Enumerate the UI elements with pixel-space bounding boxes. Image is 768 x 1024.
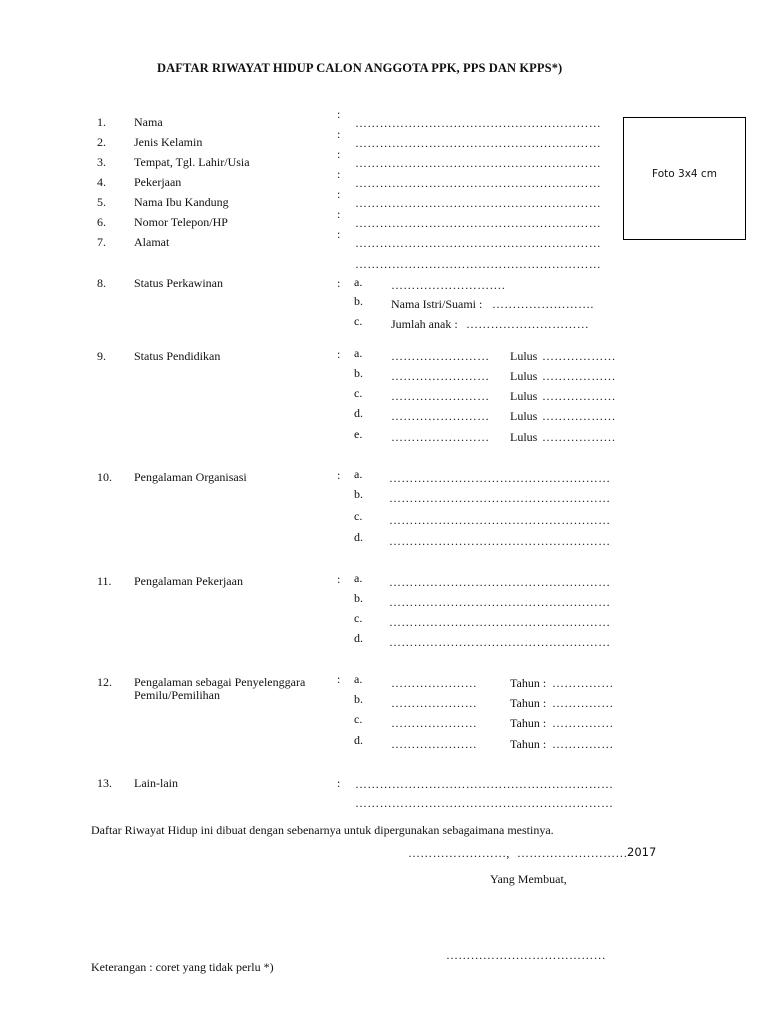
colon: :: [337, 572, 341, 586]
colon: :: [337, 776, 341, 790]
option-letter: a.: [354, 571, 363, 585]
fill-line[interactable]: ………………………………………………: [389, 595, 611, 609]
fill-line[interactable]: ……………………….: [391, 278, 505, 292]
place-fill-line[interactable]: ……………………,: [408, 846, 510, 860]
option-letter: c.: [354, 509, 363, 523]
fill-line[interactable]: ………………………………………………: [389, 471, 611, 485]
colon: :: [337, 187, 341, 201]
fill-line[interactable]: ………………………………………………: [389, 635, 611, 649]
colon: :: [337, 167, 341, 181]
colon: :: [337, 672, 341, 686]
option-letter: c.: [354, 386, 363, 400]
option-letter: a.: [354, 672, 363, 686]
fill-line[interactable]: ……………: [552, 716, 614, 730]
fill-line[interactable]: …………………….: [492, 297, 594, 311]
field-label-pengalaman-pekerjaan: Pengalaman Pekerjaan: [134, 574, 243, 588]
fill-line[interactable]: ………………………………………………: [389, 491, 611, 505]
document-title: DAFTAR RIWAYAT HIDUP CALON ANGGOTA PPK, PPS DAN KPPS*): [157, 61, 563, 75]
field-number: 6.: [97, 215, 106, 229]
fill-line[interactable]: ……………………………………………………: [355, 257, 601, 271]
note-text: Keterangan : coret yang tidak perlu *): [91, 960, 274, 974]
colon: :: [337, 127, 341, 141]
lulus-label: Lulus: [510, 369, 538, 383]
option-letter: b.: [354, 692, 363, 706]
colon: :: [337, 107, 341, 121]
maker-label: Yang Membuat,: [490, 872, 567, 886]
fill-line[interactable]: …………………: [391, 696, 478, 710]
fill-line[interactable]: ………………………………………………: [389, 513, 611, 527]
field-number: 7.: [97, 235, 106, 249]
option-letter: a.: [354, 467, 363, 481]
year-text: 2017: [627, 845, 657, 859]
lulus-label: Lulus: [510, 349, 538, 363]
fill-line[interactable]: ………………: [542, 409, 616, 423]
field-number: 4.: [97, 175, 106, 189]
fill-line[interactable]: …………………: [391, 676, 478, 690]
fill-line[interactable]: ………………: [542, 349, 616, 363]
option-letter: d.: [354, 631, 363, 645]
field-number: 5.: [97, 195, 106, 209]
option-letter: c.: [354, 611, 363, 625]
colon: :: [337, 468, 341, 482]
option-letter: e.: [354, 427, 363, 441]
field-label-pekerjaan: Pekerjaan: [134, 175, 182, 189]
lulus-label: Lulus: [510, 409, 538, 423]
fill-line[interactable]: ……………………………………………………: [355, 196, 601, 210]
field-number: 2.: [97, 135, 106, 149]
field-label-telepon: Nomor Telepon/HP: [134, 215, 228, 229]
fill-line[interactable]: ……………: [552, 737, 614, 751]
tahun-label: Tahun :: [510, 716, 547, 730]
option-letter: c.: [354, 712, 363, 726]
fill-line[interactable]: ……………………: [391, 430, 490, 444]
fill-line[interactable]: …………………: [391, 737, 478, 751]
fill-line[interactable]: ……………………: [391, 349, 490, 363]
fill-line[interactable]: ………………………………………………: [389, 534, 611, 548]
photo-label: Foto 3x4 cm: [652, 168, 717, 180]
fill-line[interactable]: ……………………………………………………: [355, 136, 601, 150]
field-number: 10.: [97, 470, 112, 484]
option-letter: c.: [354, 314, 363, 328]
fill-line[interactable]: ………………………………………………: [389, 575, 611, 589]
field-label-ttl: Tempat, Tgl. Lahir/Usia: [134, 155, 250, 169]
fill-line[interactable]: ……………………: [391, 409, 490, 423]
field-label-jenis-kelamin: Jenis Kelamin: [134, 135, 203, 149]
field-number: 1.: [97, 115, 106, 129]
fill-line[interactable]: ……………: [552, 676, 614, 690]
field-label-pengalaman-organisasi: Pengalaman Organisasi: [134, 470, 247, 484]
signature-line[interactable]: …………………………………: [446, 948, 606, 962]
field-label-status-perkawinan: Status Perkawinan: [134, 276, 223, 290]
colon: :: [337, 147, 341, 161]
fill-line[interactable]: ……………: [552, 696, 614, 710]
fill-line[interactable]: …………………: [391, 716, 478, 730]
spouse-name-label: Nama Istri/Suami :: [391, 297, 483, 311]
field-number: 9.: [97, 349, 106, 363]
lulus-label: Lulus: [510, 430, 538, 444]
fill-line[interactable]: ………………: [542, 369, 616, 383]
fill-line[interactable]: ………………………………………………………: [355, 796, 614, 810]
tahun-label: Tahun :: [510, 676, 547, 690]
fill-line[interactable]: ……………………: [391, 369, 490, 383]
option-letter: d.: [354, 406, 363, 420]
option-letter: b.: [354, 591, 363, 605]
fill-line[interactable]: …………………………: [466, 317, 589, 331]
lulus-label: Lulus: [510, 389, 538, 403]
option-letter: a.: [354, 346, 363, 360]
colon: :: [337, 347, 341, 361]
tahun-label: Tahun :: [510, 737, 547, 751]
option-letter: b.: [354, 294, 363, 308]
fill-line[interactable]: ………………: [542, 389, 616, 403]
date-fill-line[interactable]: ………………………: [517, 846, 628, 860]
photo-box: [623, 117, 746, 240]
colon: :: [337, 276, 341, 290]
field-number: 11.: [97, 574, 112, 588]
fill-line[interactable]: ……………………………………………………: [355, 176, 601, 190]
statement-text: Daftar Riwayat Hidup ini dibuat dengan sebenarnya untuk dipergunakan sebagaimana mestinya.: [91, 823, 554, 837]
colon: :: [337, 227, 341, 241]
option-letter: d.: [354, 733, 363, 747]
fill-line[interactable]: ………………: [542, 430, 616, 444]
option-letter: b.: [354, 487, 363, 501]
fill-line[interactable]: ……………………………………………………: [355, 216, 601, 230]
fill-line[interactable]: ……………………………………………………: [355, 116, 601, 130]
field-number: 3.: [97, 155, 106, 169]
fill-line[interactable]: ……………………………………………………: [355, 236, 601, 250]
option-letter: d.: [354, 530, 363, 544]
tahun-label: Tahun :: [510, 696, 547, 710]
fill-line[interactable]: ………………………………………………: [389, 615, 611, 629]
fill-line[interactable]: ……………………………………………………: [355, 156, 601, 170]
field-label-alamat: Alamat: [134, 235, 170, 249]
field-label-pengalaman-penyelenggara-line2: Pemilu/Pemilihan: [134, 688, 220, 702]
field-label-pengalaman-penyelenggara: Pengalaman sebagai Penyelenggara: [134, 675, 306, 689]
colon: :: [337, 207, 341, 221]
fill-line[interactable]: ……………………: [391, 389, 490, 403]
children-count-label: Jumlah anak :: [391, 317, 458, 331]
field-label-status-pendidikan: Status Pendidikan: [134, 349, 221, 363]
field-label-ibu-kandung: Nama Ibu Kandung: [134, 195, 229, 209]
fill-line[interactable]: ………………………………………………………: [355, 777, 614, 791]
field-number: 13.: [97, 776, 112, 790]
field-label-lain-lain: Lain-lain: [134, 776, 178, 790]
option-letter: a.: [354, 275, 363, 289]
option-letter: b.: [354, 366, 363, 380]
field-number: 12.: [97, 675, 112, 689]
field-label-nama: Nama: [134, 115, 163, 129]
field-number: 8.: [97, 276, 106, 290]
